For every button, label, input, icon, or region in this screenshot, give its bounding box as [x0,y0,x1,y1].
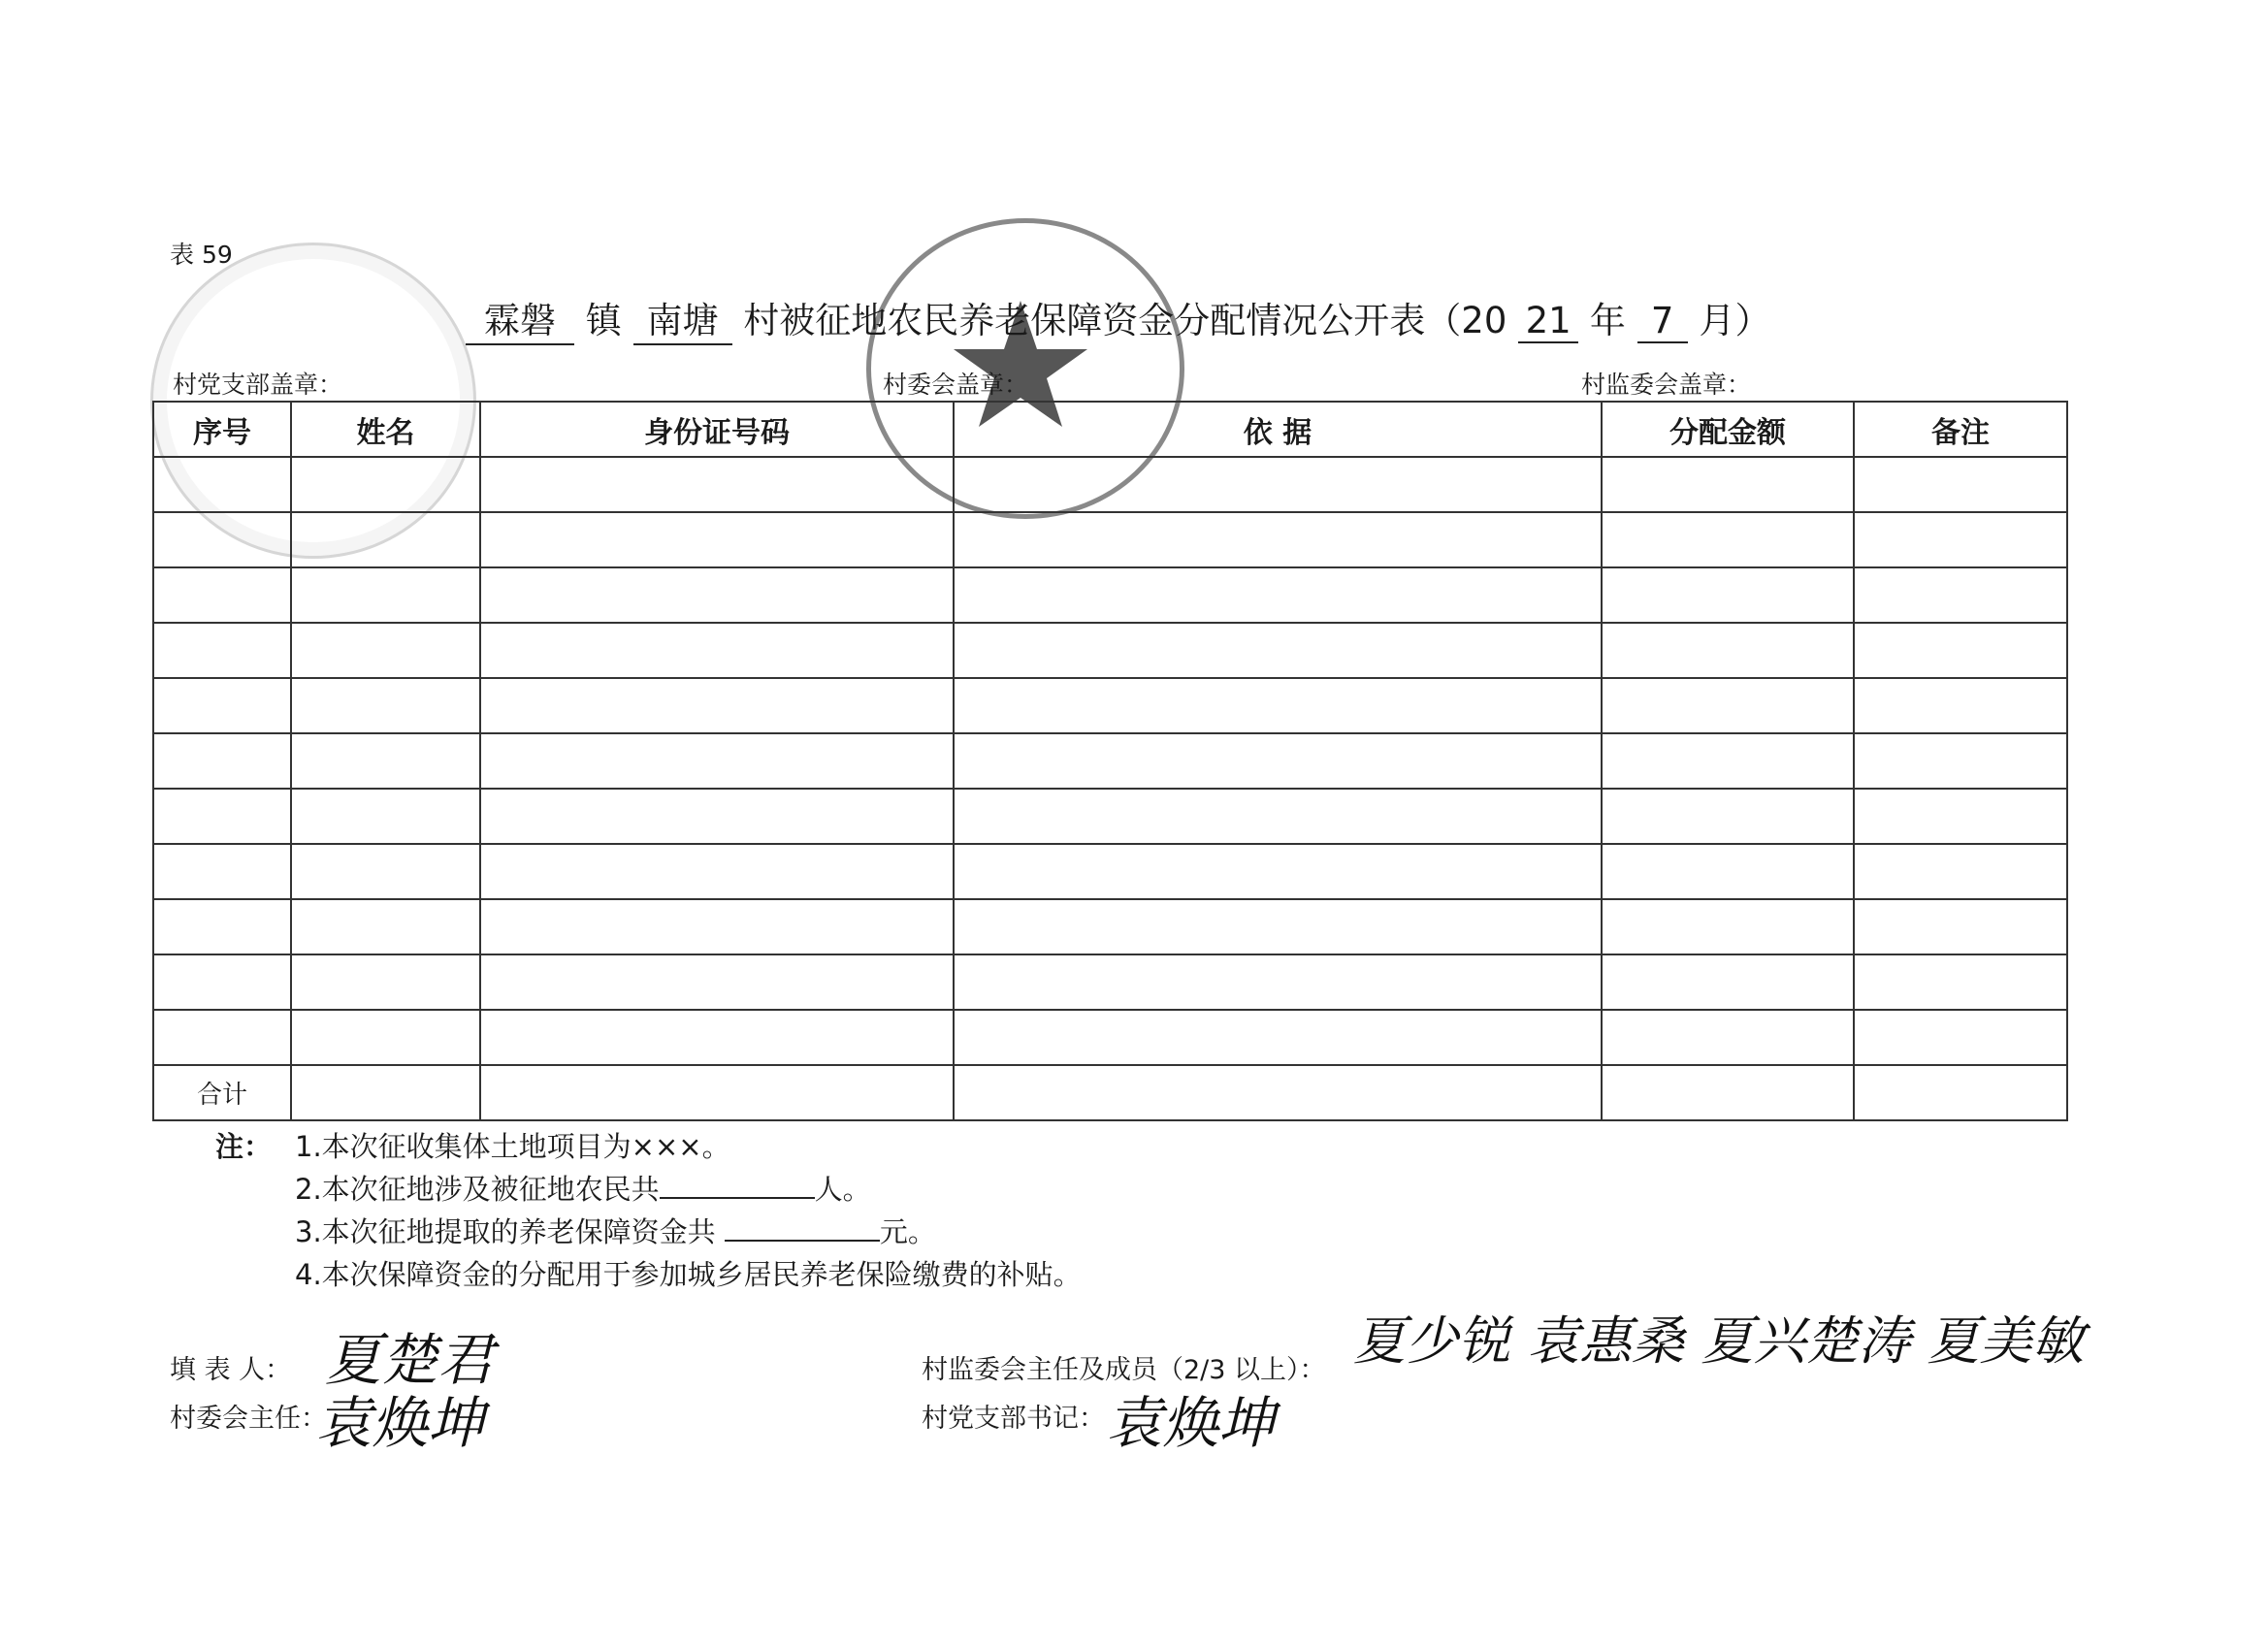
table-row [153,567,2067,623]
total-cell [291,1065,480,1120]
table-cell [153,457,291,512]
title-month-suffix: 月） [1699,300,1771,341]
table-cell [291,789,480,844]
table-row [153,457,2067,512]
table-cell [1602,623,1854,678]
table-cell [1854,567,2067,623]
table-cell [1602,844,1854,899]
table-cell [954,1010,1602,1065]
table-cell [1602,678,1854,733]
header-basis: 依 据 [954,402,1602,457]
distribution-table [152,401,2068,1121]
table-cell [1602,733,1854,789]
table-cell [1854,954,2067,1010]
form-number: 表 59 [170,241,233,269]
note-3: 3.本次征地提取的养老保障资金共 [295,1215,716,1248]
title-town-suffix: 镇 [585,300,622,341]
table-cell [480,567,954,623]
table-cell [954,623,1602,678]
table-cell [153,733,291,789]
table-row [153,623,2067,678]
table-cell [1602,954,1854,1010]
table-cell [1854,512,2067,567]
blank-field-people[interactable] [660,1197,815,1199]
table-cell [291,623,480,678]
table-cell [291,954,480,1010]
table-header-row [153,402,2067,457]
notes-label: 注： [215,1130,273,1163]
director-label: 村委会主任： [170,1404,327,1434]
blank-field-funds[interactable] [725,1240,880,1242]
note-2-suffix: 人。 [814,1173,871,1206]
table-cell [480,623,954,678]
table-cell [153,1010,291,1065]
total-cell [1854,1065,2067,1120]
table-cell [291,512,480,567]
note-2: 2.本次征地涉及被征地农民共 [295,1173,660,1206]
table-cell [954,789,1602,844]
table-cell [153,512,291,567]
notes-section [215,1125,1082,1296]
header-name: 姓名 [291,402,480,457]
table-cell [480,512,954,567]
total-row [153,1065,2067,1120]
table-cell [1854,623,2067,678]
header-amount: 分配金额 [1602,402,1854,457]
total-cell [954,1065,1602,1120]
table-cell [291,733,480,789]
table-row [153,512,2067,567]
title-main: 村被征地农民养老保障资金分配情况公开表（20 [743,300,1507,341]
note-4: 4.本次保障资金的分配用于参加城乡居民养老保险缴费的补贴。 [295,1258,1082,1291]
table-row [153,899,2067,954]
header-remarks: 备注 [1854,402,2067,457]
table-cell [153,844,291,899]
table-cell [954,733,1602,789]
table-cell [291,678,480,733]
total-cell [480,1065,954,1120]
table-cell [480,899,954,954]
table-cell [1854,457,2067,512]
note-1: 1.本次征收集体土地项目为×××。 [295,1130,730,1163]
table-cell [1854,789,2067,844]
table-cell [291,567,480,623]
village-supervision-stamp-label: 村监委会盖章： [1581,371,1752,399]
table-cell [153,789,291,844]
table-cell [1854,899,2067,954]
secretary-signature: 袁焕坤 [1106,1390,1276,1456]
table-cell [1602,567,1854,623]
note-3-suffix: 元。 [879,1215,936,1248]
table-cell [954,512,1602,567]
title-year-suffix: 年 [1589,300,1626,341]
filler-signature: 夏楚君 [325,1327,495,1393]
table-cell [480,954,954,1010]
supervision-label: 村监委会主任及成员（2/3 以上）： [922,1355,1326,1385]
table-cell [480,789,954,844]
table-row [153,789,2067,844]
table-cell [1602,1010,1854,1065]
table-cell [1602,899,1854,954]
table-row [153,954,2067,1010]
header-id-number: 身份证号码 [480,402,954,457]
table-cell [954,899,1602,954]
table-cell [1602,789,1854,844]
page-title [466,291,1770,345]
table-cell [291,1010,480,1065]
table-cell [1854,733,2067,789]
table-body [153,457,2067,1120]
header-serial: 序号 [153,402,291,457]
title-year: 21 [1518,300,1578,343]
table-cell [480,844,954,899]
table-cell [1854,678,2067,733]
table-cell [954,678,1602,733]
table-cell [954,844,1602,899]
table-cell [291,457,480,512]
supervision-signatures: 夏少锐 袁惠桑 夏兴楚涛 夏美敏 [1353,1310,2085,1372]
table-cell [480,457,954,512]
title-month: 7 [1637,300,1688,343]
director-signature: 袁焕坤 [315,1390,485,1456]
table-cell [480,1010,954,1065]
total-label: 合计 [153,1065,291,1120]
table-cell [1602,457,1854,512]
table-cell [153,899,291,954]
table-cell [153,623,291,678]
secretary-label: 村党支部书记： [922,1404,1105,1434]
table-cell [1854,844,2067,899]
table-cell [153,678,291,733]
total-cell [1602,1065,1854,1120]
title-village: 南塘 [633,291,732,345]
table-cell [954,954,1602,1010]
table-cell [153,567,291,623]
table-cell [291,844,480,899]
filler-label: 填 表 人： [170,1355,292,1385]
table-cell [480,733,954,789]
table-cell [1602,512,1854,567]
village-committee-stamp-label: 村委会盖章： [883,371,1029,399]
table-row [153,844,2067,899]
table-row [153,1010,2067,1065]
title-town: 霖磐 [466,291,574,345]
table-row [153,733,2067,789]
party-branch-stamp-label: 村党支部盖章： [173,371,343,399]
table-cell [153,954,291,1010]
table-cell [1854,1010,2067,1065]
table-cell [954,567,1602,623]
table-cell [480,678,954,733]
table-cell [291,899,480,954]
table-cell [954,457,1602,512]
table-row [153,678,2067,733]
